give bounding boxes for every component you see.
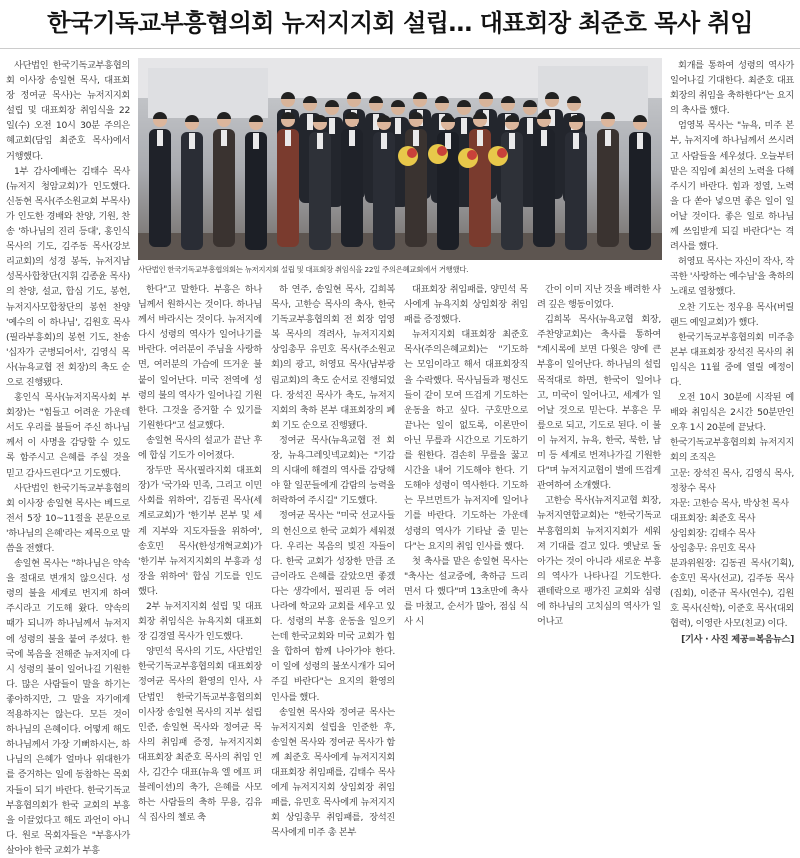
person-figure <box>437 115 459 250</box>
article-paragraph: 자문: 고한승 목사, 박상천 목사 <box>670 497 789 509</box>
article-paragraph: 송일현 목사의 설교가 끝난 후에 합심 기도가 이어졌다. <box>138 434 262 462</box>
article-paragraph: 상임회장: 김태수 목사 <box>670 527 756 539</box>
person-figure <box>373 115 395 250</box>
person-figure <box>181 115 203 250</box>
person-figure <box>405 112 427 247</box>
article-paragraph: 김희복 목사(뉴욕교협 회장, 주찬양교회)는 축사를 통하여 "계시록에 보면 다윗은 양에 큰 부흥이 일어난다. 하나님의 설립 목적대로 하면, 한국이 일어나고, 미국이 일어나고, 세계가 일어날 것으로 믿는다. 부흥은 무릎으로 되고, 기도로 된다. 이 불이 뉴저지, 뉴욕, 한국, 북한, 남미 등 세계로 번져나가길 기원한다"며 뉴저지교협이 별에 뜨겁게 관여하여 소개했다. <box>537 314 661 492</box>
article-paragraph: 한국기독교부흥협의회 뉴저지지회의 조직은 <box>670 437 794 464</box>
article-paragraph: 허영묘 목사는 자신이 작사, 작곡한 '사랑하는 예수님'을 축하의 노래로 열창했다. <box>670 256 795 298</box>
article-paragraph: 상임총무: 유민호 목사 <box>670 543 756 554</box>
article-paragraph: 한다"고 말한다. 부흥은 하나님께서 원하시는 것이다. 하나님께서 바라시는 것이다. 뉴저지에 다시 성령의 역사가 일어나기를 바란다. 여러분이 주님을 사랑하면, 여러분의 가슴에 뜨거운 불붙이 일어난다. 미국 전역에 성령의 불의 역사가 일어나길 기원한다. 그것을 증거할 수 있기를 기원한다"고 설교했다. <box>138 284 262 431</box>
person-figure <box>245 115 267 250</box>
group-photo-illustration <box>138 58 662 260</box>
person-figure <box>533 112 555 247</box>
photo-caption: 사단법인 한국기독교부흥협의회는 뉴저지지회 설립 및 대표회장 취임식을 22일 주의은혜교회에서 거행했다. <box>138 265 469 274</box>
photo-credit: [기사 · 사진 제공=복음뉴스] <box>681 633 794 645</box>
article-paragraph: 고문: 장석진 목사, 김영식 목사, 정창수 목사 <box>670 467 794 494</box>
article-paragraph: 대표회장 취임패를, 양민석 목사에게 뉴욕지회 상임회장 취임패를 증정했다. <box>404 284 528 326</box>
person-figure <box>309 115 331 250</box>
group-photo <box>138 58 662 260</box>
headline: 한국기독교부흥협의회 뉴저지지회 설립… 대표회장 최준호 목사 취임 <box>47 9 753 37</box>
person-figure <box>213 112 235 247</box>
article-paragraph: 송일현 목사는 "하나님은 약속을 절대로 변개치 않으신다. 성령의 불을 세계로 번지게 하여 주시라고 기도해 왔다. 약속의 때가 되니까 하나님께서 뉴저지에 성령의 불을 붙여 주셨다. 한국에 복음을 전해준 뉴저지에 다시 성령의 불이 일어나길 기원한다. 많은 사람들이 말을 하기는 좋아하지만, 그 말을 자기에게 적용하지는 않는다. 모든 것이 하나님의 은혜이다. 어떻게 해도 하나님께서 가장 기뻐하시는, 하나님의 은혜가 얼마나 위대한가를 증거하는 일에 동참하는 목회자들이 되기 바란다. 한국기독교부흥협의회가 한국 교회의 부흥을 이끌었다고 해도 과언이 아니다. 원로 목회자들은 "부흥사가 살아야 한국 교회가 부흥 <box>6 558 130 856</box>
person-figure <box>629 115 651 250</box>
article-paragraph: 첫 축사를 맡은 송일현 목사는 "축사는 설교중에, 축하금 드리면서 다 했다"며 13초만에 축사를 마쳤고, 순서가 많아, 점심 식사 시 <box>404 555 528 628</box>
article-column-3 <box>271 282 395 839</box>
article-paragraph: 회개를 통하여 성령의 역사가 일어나길 기대한다. 최준호 대표회장의 취임을 축하한다"는 요지의 축사를 했다. <box>670 60 794 117</box>
article-paragraph: 사단법인 한국기독교부흥협의회 이사장 송일현 목사, 대표회장 정여균 목사)는 뉴저지지회 설립 및 대표회장 취임식을 22일(수) 오전 10시 30분 주의은혜교회(담임 최준호 목사)에서 거행했다. <box>6 60 130 162</box>
article-paragraph: 분과위원장: 김동권 목사(기획), 송호민 목사(선교), 김주동 목사(집회), 이준규 목사(연수), 김원호 목사(신학), 이준호 목사(대외협력), 이영란 사모(친교) 이다. <box>670 558 794 630</box>
article-paragraph: 송일현 목사와 정여균 목사는 뉴저지지회 설립을 인준한 후, 송일현 목사와 정여균 목사가 함께 최준호 목사에게 뉴저지지회 대표회장 취임패를, 김태수 목사에게 뉴저지지회 상임회장 취임패를, 유민호 목사에게 뉴저지지회 상임총무 취임패를, 장석진 목사에게 미주 총 본부 <box>271 706 395 839</box>
article-paragraph: 홍인식 목사(뉴저지목사회 부회장)는 "힘들고 어려운 가운데서도 우리를 불들어 주신 하나님께서 이 사명을 감당할 수 있도록 함주시고 은혜를 주실 것을 믿고 감사드린다"고 기도했다. <box>6 392 130 479</box>
article-paragraph: 하 연주, 송일현 목사, 김희복 목사, 고한승 목사의 축사, 한국기독교부흥협의회 전 회장 엄영복 목사의 격려사, 뉴저지지회 상임총무 유민호 목사(주소원교회)의 광고, 허영묘 목사(남부광림교회)의 축도 순서로 진행되었다. 장석진 목사가 축도, 뉴저지지회의 축하 본부 대표회장의 폐회 기도 순으로 진행됐다. <box>271 284 395 431</box>
article-column-2 <box>138 282 262 824</box>
article-column-1 <box>6 58 130 856</box>
person-figure <box>501 115 523 250</box>
person-figure <box>597 112 619 247</box>
article-paragraph: 오전 10시 30분에 시작된 예배와 취임식은 2시간 50분만인 오후 1시 20분에 끝났다. <box>670 392 794 434</box>
article-paragraph: 고한승 목사(뉴저지교협 회장, 뉴저지연합교회)는 "한국기독교부흥협의회 뉴저지지회가 세워져 기대를 걸고 있다. 옛날로 돌아가는 것이 아니라 새로운 부흥의 역사가 나타나길 기도한다. 괜테락으로 팽가진 교회와 심령에 하나님의 고치심의 역사가 일어나고 <box>537 495 661 628</box>
article-paragraph: 정여균 목사(뉴욕교협 전 회장, 뉴욕그레잇넥교회)는 "기감의 시대에 해결의 역사를 감당해야 할 일꾼들에게 감람의 능력을 허락하여 주시길" 기도했다. <box>271 434 395 507</box>
person-figure <box>277 112 299 247</box>
article-paragraph: 한국기독교부흥협의회 미주총 본부 대표회장 장석진 목사의 취임식은 11월 중에 열릴 예정이다. <box>670 331 794 388</box>
article-paragraph: 엄영복 목사는 "뉴욕, 미주 본부, 뉴저지에 하나님께서 쓰시려고 사람들을 세우셨다. 오늘부터 맡은 직임에 최선의 노력을 다해 주시기 바란다. 힘과 정열, 노력을 다 쏟아 넣으면 좋은 일이 일어날 것이다. 좋은 일로 하나님께 쓰임받게 되길 바란다"는 격려사를 했다. <box>670 120 794 253</box>
article-column-6 <box>670 58 794 708</box>
article-column-5 <box>537 282 661 708</box>
article-paragraph: 뉴저지지회 대표회장 최준호 목사(주의은혜교회)는 "기도하는 모임이라고 해서 대표회장직을 수락했다. 목사님들과 평신도들이 같이 모여 뜨겁게 기도하는 운동을 하고 싶다. 구호만으로 끝나는 일이 없도록, 이론만이 아닌 무릎과 시간으로 기도하기를 원한다. 겸손히 무릎을 꿇고 시간을 내어 기도해야 한다. 기도해야 성령이 역사한다. 기도하는 무브먼트가 뉴저지에 일어나기를 바란다. 기도하는 가운데 성령의 역사가 기타날 줄 믿는다"는 요지의 취임 인사를 했다. <box>404 329 528 552</box>
article-paragraph: 2부 뉴저지지회 설립 및 대표회장 취임식은 뉴욕지회 대표회장 김경열 목사가 인도했다. <box>138 600 262 643</box>
person-figure <box>149 112 171 247</box>
article-paragraph: 간이 이미 지난 것을 배려한 사려 깊은 행동이었다. <box>537 284 662 311</box>
person-figure <box>341 112 363 247</box>
article-paragraph: 사단법인 한국기독교부흥협의회 이사장 송일현 목사는 베드로전서 5장 10~11절을 본문으로 '하나님의 은혜'라는 제목으로 말씀을 전했다. <box>6 482 130 554</box>
headline-divider <box>0 48 800 49</box>
article-paragraph: 정여균 목사는 "미국 선교사들의 헌신으로 한국 교회가 세워졌다. 우리는 복음의 빚진 자들이다. 한국 교회가 성장한 만큼 조금이라도 은혜를 갚았으면 좋겠다는 생각에서, 필리핀 등 여러 나라에 학교와 교회를 세우고 있다. 성령의 부흥 운동을 일으키는데 한국교회와 미국 교회가 힘을 합하여 함께 나아가야 한다. 이 일에 성령의 불쏘시개가 되어 주길 바란다"는 요지의 환영의 인사를 했다. <box>271 510 395 703</box>
article-column-4 <box>404 282 528 708</box>
article-paragraph: 장두만 목사(필라지회 대표회장)가 '국가와 민족, 그리고 이민 사회를 위하여', 김동권 목사(세계로교회)가 '한기부 본부 및 세계 지부와 지도자들을 위하여', 송호민 목사(한성개혁교회)가 '한기부 뉴저지지회의 부흥과 성장을 위하여' 합심 기도를 인도했다. <box>138 465 262 597</box>
article-paragraph: 1부 감사예배는 김태수 목사(뉴저지 청암교회)가 인도했다. 신동현 목사(주소원교회 부목사)가 인도한 경배와 찬양, 기원, 찬송 '하나님의 진리 등대', 홍인식 목사의 기도, 김주동 목사(강보리교회)의 성경 봉독, 뉴저지남성목사합창단(지휘 김종윤 목사)의 찬양, 설교, 합심 기도, 봉헌, 뉴저지사모합창단의 봉헌 찬양 '예수의 이 하나님', 김원호 목사(필라부흥회)의 봉헌 기도, 찬송 '십자가 군병되어서', 김영식 목사(뉴욕교협 전 회장)의 축도 순으로 진행됐다. <box>6 165 130 388</box>
article-paragraph: 양민석 목사의 기도, 사단법인 한국기독교부흥협의회 대표회장 정여균 목사의 환영의 인사, 사단법인 한국기독교부흥협의회 이사장 송일현 목사의 지부 설립 인준, 송일현 목사와 정여균 목사의 취임패 증정, 뉴저지지회 대표회장 최준호 목사의 취임 인사, 김간수 대표(뉴욕 엘 에프 퍼블레이션)의 축가, 은혜를 사모하는 사람들의 축하 무용, 김유식 집사의 첼로 축 <box>138 646 262 824</box>
person-figure <box>469 112 491 247</box>
article-paragraph: 오찬 기도는 정우용 목사(버릴랜드 예일교회)가 했다. <box>670 301 794 328</box>
article-paragraph: 대표회장: 최준호 목사 <box>670 512 756 524</box>
person-figure <box>565 115 587 250</box>
